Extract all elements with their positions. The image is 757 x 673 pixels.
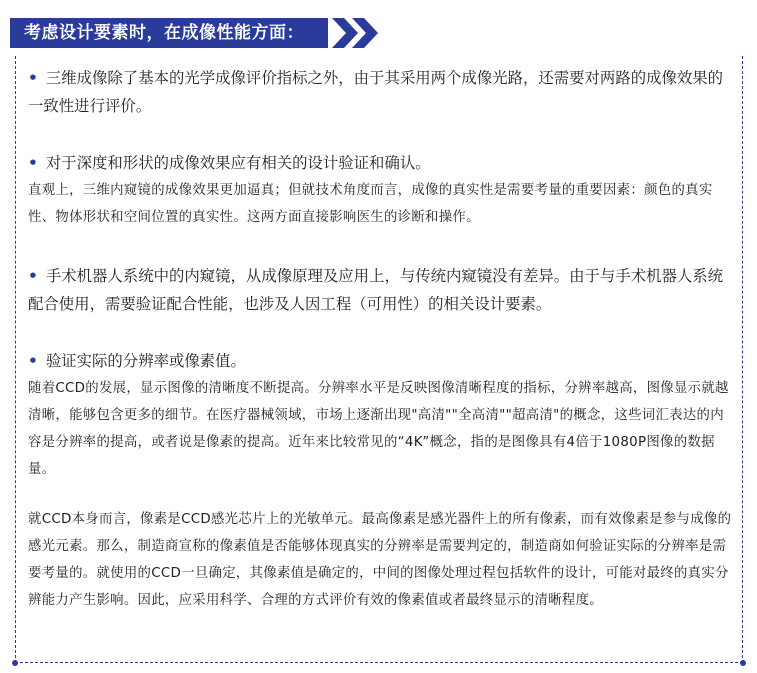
bullet-body-text: 随着CCD的发展，显示图像的清晰度不断提高。分辨率水平是反映图像清晰程度的指标，分辨率越高，图像显示就越清晰，能够包含更多的细节。在医疗器械领域，市场上逐渐出现"高清""全高清""超高清"的概念，这些词汇表达的内容是分辨率的提高，或者说是像素的提高。近年来比较常见的“4K”概念，指的是图像具有4倍于1080P图像的数据量。 — [28, 381, 729, 477]
section-header — [10, 18, 328, 48]
bullet-lead-text: 验证实际的分辨率或像素值。 — [45, 352, 246, 370]
section-title: 考虑设计要素时，在成像性能方面： — [24, 23, 304, 43]
bullet-lead-text: 手术机器人系统中的内窥镜，从成像原理及应用上，与传统内窥镜没有差异。由于与手术机器人系统配合使用，需要验证配合性能，也涉及人因工程（可用性）的相关设计要素。 — [28, 267, 724, 313]
bullet-item — [28, 262, 736, 318]
frame-corner-dot — [740, 660, 746, 666]
bullet-item — [28, 64, 736, 120]
frame-corner-dot — [12, 660, 18, 666]
bullet-item — [28, 347, 736, 483]
bullet-dot-icon: • — [28, 69, 38, 87]
bullet-lead-text: 三维成像除了基本的光学成像评价指标之外，由于其采用两个成像光路，还需要对两路的成像效果的一致性进行评价。 — [28, 69, 724, 115]
bullet-lead-text: 对于深度和形状的成像效果应有相关的设计验证和确认。 — [45, 154, 431, 172]
bullet-dot-icon: • — [28, 352, 38, 370]
closing-paragraph-text: 就CCD本身而言，像素是CCD感光芯片上的光敏单元。最高像素是感光器件上的所有像素，而有效像素是参与成像的感光元素。那么，制造商宣称的像素值是否能够体现真实的分辨率是需要判定的，制造商如何验证实际的分辨率是需要考量的。就使用的CCD一旦确定，其像素值是确定的，中间的图像处理过程包括软件的设计，可能对最终的真实分辨能力产生影响。因此，应采用科学、合理的方式评价有效的像素值或者最终显示的清晰程度。 — [28, 512, 732, 608]
bullet-item — [28, 149, 736, 231]
closing-paragraph — [28, 506, 736, 614]
bullet-body-text: 直观上，三维内窥镜的成像效果更加逼真；但就技术角度而言，成像的真实性是需要考量的重要因素：颜色的真实性、物体形状和空间位置的真实性。这两方面直接影响医生的诊断和操作。 — [28, 183, 713, 225]
bullet-dot-icon: • — [28, 154, 38, 172]
double-chevron-right-icon — [330, 16, 382, 50]
bullet-dot-icon: • — [28, 267, 38, 285]
